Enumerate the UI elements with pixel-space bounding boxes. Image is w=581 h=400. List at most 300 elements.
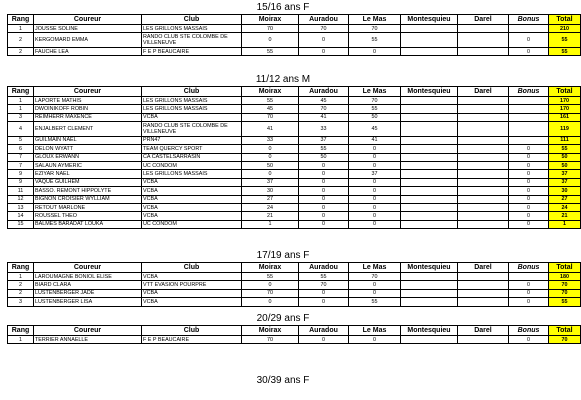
header-coureur: Coureur [34, 263, 142, 273]
table-row [8, 220, 581, 228]
cell-coureur: BIARD CLARA [34, 281, 142, 289]
results-table [7, 325, 581, 344]
header-darel: Darel [458, 326, 509, 336]
table-row [8, 187, 581, 195]
cell-club: VCBA [142, 212, 242, 220]
cell-coureur: LUSTENBERGER LISA [34, 298, 142, 306]
header-darel: Darel [458, 15, 509, 25]
header-total: Total [549, 263, 581, 273]
cell-auradou: 0 [299, 212, 349, 220]
cell-darel [458, 281, 509, 289]
cell-lemas: 70 [349, 273, 401, 281]
header-lemas: Le Mas [349, 326, 401, 336]
cell-auradou: 70 [299, 105, 349, 113]
cell-darel [458, 298, 509, 306]
cell-coureur: ROUSSEL THEO [34, 212, 142, 220]
cell-coureur: TERRIER ANNAELLE [34, 336, 142, 344]
cell-auradou: 0 [299, 336, 349, 344]
table-row [8, 33, 581, 48]
header-bonus: Bonus [509, 326, 549, 336]
cell-lemas: 0 [349, 161, 401, 169]
cell-montesquieu [401, 203, 458, 211]
cell-moirax: 1 [242, 220, 299, 228]
cell-rang: 12 [8, 195, 34, 203]
table-header-row [8, 15, 581, 25]
cell-darel [458, 105, 509, 113]
cell-coureur: LUSTENBERGER JADE [34, 289, 142, 297]
cell-moirax: 0 [242, 33, 299, 48]
cell-auradou: 0 [299, 33, 349, 48]
results-table [7, 262, 581, 307]
cell-auradou: 0 [299, 298, 349, 306]
cell-moirax: 45 [242, 105, 299, 113]
cell-moirax: 55 [242, 97, 299, 105]
cell-bonus [509, 136, 549, 144]
header-rang: Rang [8, 263, 34, 273]
cell-moirax: 70 [242, 25, 299, 33]
cell-total: 55 [549, 47, 581, 55]
cell-bonus: 0 [509, 170, 549, 178]
cell-club: UC CONDOM [142, 220, 242, 228]
cell-lemas: 0 [349, 289, 401, 297]
cell-total: 55 [549, 145, 581, 153]
table-row [8, 113, 581, 121]
cell-montesquieu [401, 281, 458, 289]
cell-club: VCBA [142, 298, 242, 306]
cell-rang: 3 [8, 113, 34, 121]
cell-lemas: 0 [349, 336, 401, 344]
cell-montesquieu [401, 113, 458, 121]
cell-montesquieu [401, 33, 458, 48]
cell-auradou: 0 [299, 178, 349, 186]
header-montesquieu: Montesquieu [401, 15, 458, 25]
cell-bonus: 0 [509, 145, 549, 153]
cell-moirax: 27 [242, 195, 299, 203]
cell-rang: 11 [8, 187, 34, 195]
cell-club: F E P BEAUCAIRE [142, 47, 242, 55]
cell-auradou: 33 [299, 122, 349, 137]
header-club: Club [142, 87, 242, 97]
cell-coureur: GLOUX ERWANN [34, 153, 142, 161]
cell-coureur: REIMHERR MAXENCE [34, 113, 142, 121]
cell-total: 37 [549, 178, 581, 186]
cell-total: 70 [549, 336, 581, 344]
cell-rang: 1 [8, 97, 34, 105]
cell-moirax: 50 [242, 161, 299, 169]
cell-coureur: DWOINIKOFF ROBIN [34, 105, 142, 113]
cell-auradou: 50 [299, 153, 349, 161]
cell-coureur: FAUCHE LEA [34, 47, 142, 55]
cell-montesquieu [401, 289, 458, 297]
cell-total: 161 [549, 113, 581, 121]
cell-lemas: 0 [349, 153, 401, 161]
cell-moirax: 70 [242, 336, 299, 344]
cell-moirax: 0 [242, 281, 299, 289]
table-row [8, 136, 581, 144]
cell-darel [458, 136, 509, 144]
cell-montesquieu [401, 47, 458, 55]
cell-montesquieu [401, 220, 458, 228]
cell-coureur: ENJALBERT CLEMENT [34, 122, 142, 137]
cell-darel [458, 25, 509, 33]
table-row [8, 336, 581, 344]
table-row [8, 170, 581, 178]
header-montesquieu: Montesquieu [401, 326, 458, 336]
results-table [7, 14, 581, 56]
cell-rang: 2 [8, 33, 34, 48]
cell-lemas: 55 [349, 33, 401, 48]
cell-coureur: DELON WYATT [34, 145, 142, 153]
cell-moirax: 37 [242, 178, 299, 186]
cell-moirax: 70 [242, 113, 299, 121]
cell-moirax: 55 [242, 47, 299, 55]
header-bonus: Bonus [509, 87, 549, 97]
cell-montesquieu [401, 170, 458, 178]
cell-rang: 14 [8, 212, 34, 220]
cell-coureur: JOUSSE SOLINE [34, 25, 142, 33]
cell-club: CA CASTELSARRASIN [142, 153, 242, 161]
table-row [8, 178, 581, 186]
cell-darel [458, 220, 509, 228]
table-row [8, 47, 581, 55]
cell-montesquieu [401, 136, 458, 144]
cell-bonus: 0 [509, 153, 549, 161]
cell-montesquieu [401, 195, 458, 203]
cell-darel [458, 161, 509, 169]
cell-club: LES GRILLONS MASSAIS [142, 97, 242, 105]
cell-bonus [509, 122, 549, 137]
cell-darel [458, 203, 509, 211]
cell-coureur: EZIYAR NAEL [34, 170, 142, 178]
cell-lemas: 0 [349, 47, 401, 55]
cell-darel [458, 195, 509, 203]
cell-auradou: 0 [299, 289, 349, 297]
cell-lemas: 50 [349, 113, 401, 121]
cell-auradou: 70 [299, 25, 349, 33]
cell-montesquieu [401, 298, 458, 306]
header-rang: Rang [8, 326, 34, 336]
cell-coureur: BALMES BARADAT LOUKA [34, 220, 142, 228]
cell-club: TEAM QUERCY SPORT [142, 145, 242, 153]
cell-rang: 2 [8, 289, 34, 297]
table-row [8, 153, 581, 161]
cell-darel [458, 187, 509, 195]
cell-bonus: 0 [509, 178, 549, 186]
header-montesquieu: Montesquieu [401, 263, 458, 273]
section-title: 11/12 ans M [255, 74, 311, 85]
cell-moirax: 33 [242, 136, 299, 144]
cell-lemas: 0 [349, 178, 401, 186]
cell-lemas: 0 [349, 281, 401, 289]
header-rang: Rang [8, 87, 34, 97]
cell-montesquieu [401, 273, 458, 281]
cell-moirax: 21 [242, 212, 299, 220]
cell-bonus: 0 [509, 212, 549, 220]
cell-montesquieu [401, 105, 458, 113]
table-row [8, 273, 581, 281]
cell-montesquieu [401, 161, 458, 169]
cell-club: VCBA [142, 273, 242, 281]
cell-darel [458, 273, 509, 281]
cell-total: 27 [549, 195, 581, 203]
table-row [8, 97, 581, 105]
cell-coureur: BASSO. REMONT HIPPOLYTE [34, 187, 142, 195]
cell-darel [458, 336, 509, 344]
cell-darel [458, 122, 509, 137]
table-row [8, 212, 581, 220]
cell-lemas: 70 [349, 25, 401, 33]
cell-club: LES GRILLONS MASSAIS [142, 170, 242, 178]
cell-rang: 13 [8, 203, 34, 211]
cell-moirax: 41 [242, 122, 299, 137]
cell-auradou: 0 [299, 187, 349, 195]
cell-lemas: 0 [349, 212, 401, 220]
cell-darel [458, 33, 509, 48]
header-lemas: Le Mas [349, 263, 401, 273]
cell-lemas: 0 [349, 203, 401, 211]
cell-total: 21 [549, 212, 581, 220]
cell-darel [458, 178, 509, 186]
cell-lemas: 0 [349, 145, 401, 153]
cell-auradou: 0 [299, 170, 349, 178]
cell-club: VCBA [142, 195, 242, 203]
cell-darel [458, 153, 509, 161]
cell-moirax: 55 [242, 273, 299, 281]
table-row [8, 289, 581, 297]
section-title: 17/19 ans F [256, 250, 310, 261]
cell-total: 30 [549, 187, 581, 195]
header-auradou: Auradou [299, 15, 349, 25]
cell-total: 24 [549, 203, 581, 211]
cell-coureur: BIGNON CROISIER WYLLIAM [34, 195, 142, 203]
table-row [8, 298, 581, 306]
header-darel: Darel [458, 87, 509, 97]
header-moirax: Moirax [242, 15, 299, 25]
cell-total: 37 [549, 170, 581, 178]
cell-auradou: 0 [299, 47, 349, 55]
cell-montesquieu [401, 212, 458, 220]
cell-darel [458, 170, 509, 178]
cell-auradou: 37 [299, 136, 349, 144]
header-club: Club [142, 326, 242, 336]
cell-club: VCBA [142, 113, 242, 121]
cell-rang: 9 [8, 170, 34, 178]
header-auradou: Auradou [299, 326, 349, 336]
table-header-row [8, 263, 581, 273]
cell-bonus: 0 [509, 187, 549, 195]
section-title: 30/39 ans F [256, 375, 310, 386]
table-header-row [8, 87, 581, 97]
header-club: Club [142, 263, 242, 273]
cell-montesquieu [401, 145, 458, 153]
cell-rang: 9 [8, 178, 34, 186]
cell-moirax: 0 [242, 298, 299, 306]
cell-rang: 5 [8, 136, 34, 144]
cell-darel [458, 47, 509, 55]
cell-rang: 1 [8, 273, 34, 281]
header-auradou: Auradou [299, 263, 349, 273]
cell-lemas: 41 [349, 136, 401, 144]
cell-club: VCBA [142, 289, 242, 297]
header-auradou: Auradou [299, 87, 349, 97]
header-bonus: Bonus [509, 263, 549, 273]
cell-auradou: 41 [299, 113, 349, 121]
cell-montesquieu [401, 25, 458, 33]
cell-montesquieu [401, 122, 458, 137]
header-moirax: Moirax [242, 326, 299, 336]
cell-moirax: 0 [242, 170, 299, 178]
cell-bonus: 0 [509, 289, 549, 297]
cell-lemas: 55 [349, 105, 401, 113]
section-title: 20/29 ans F [256, 313, 310, 324]
cell-auradou: 70 [299, 281, 349, 289]
cell-total: 170 [549, 97, 581, 105]
cell-bonus [509, 273, 549, 281]
header-moirax: Moirax [242, 87, 299, 97]
cell-rang: 1 [8, 105, 34, 113]
cell-auradou: 55 [299, 273, 349, 281]
header-total: Total [549, 326, 581, 336]
cell-bonus: 0 [509, 33, 549, 48]
cell-coureur: VAQUE GUILHEM [34, 178, 142, 186]
cell-lemas: 70 [349, 97, 401, 105]
table-row [8, 203, 581, 211]
cell-club: VCBA [142, 187, 242, 195]
table-row [8, 195, 581, 203]
cell-lemas: 0 [349, 187, 401, 195]
cell-rang: 2 [8, 281, 34, 289]
table-row [8, 122, 581, 137]
cell-moirax: 24 [242, 203, 299, 211]
cell-auradou: 0 [299, 203, 349, 211]
cell-bonus: 0 [509, 298, 549, 306]
cell-darel [458, 212, 509, 220]
cell-lemas: 37 [349, 170, 401, 178]
cell-rang: 6 [8, 145, 34, 153]
cell-auradou: 0 [299, 195, 349, 203]
header-moirax: Moirax [242, 263, 299, 273]
results-table [7, 86, 581, 229]
cell-rang: 2 [8, 47, 34, 55]
cell-auradou: 0 [299, 220, 349, 228]
cell-bonus [509, 25, 549, 33]
cell-bonus: 0 [509, 203, 549, 211]
cell-montesquieu [401, 187, 458, 195]
header-coureur: Coureur [34, 326, 142, 336]
cell-club: LES GRILLONS MASSAIS [142, 25, 242, 33]
cell-auradou: 0 [299, 161, 349, 169]
cell-club: F E P BEAUCAIRE [142, 336, 242, 344]
cell-darel [458, 145, 509, 153]
cell-darel [458, 113, 509, 121]
header-total: Total [549, 87, 581, 97]
table-row [8, 25, 581, 33]
cell-bonus: 0 [509, 47, 549, 55]
cell-bonus [509, 97, 549, 105]
cell-club: RANDO CLUB STE COLOMBE DE VILLENEUVE [142, 33, 242, 48]
cell-bonus: 0 [509, 281, 549, 289]
cell-rang: 4 [8, 122, 34, 137]
cell-lemas: 0 [349, 220, 401, 228]
cell-bonus: 0 [509, 220, 549, 228]
cell-club: VCBA [142, 203, 242, 211]
header-total: Total [549, 15, 581, 25]
cell-total: 170 [549, 105, 581, 113]
section-title: 15/16 ans F [256, 2, 310, 13]
cell-rang: 15 [8, 220, 34, 228]
cell-auradou: 55 [299, 145, 349, 153]
cell-total: 70 [549, 281, 581, 289]
cell-bonus [509, 105, 549, 113]
cell-darel [458, 97, 509, 105]
header-bonus: Bonus [509, 15, 549, 25]
cell-total: 119 [549, 122, 581, 137]
cell-coureur: KERGOMARD EMMA [34, 33, 142, 48]
cell-total: 50 [549, 153, 581, 161]
cell-montesquieu [401, 178, 458, 186]
cell-total: 55 [549, 298, 581, 306]
cell-auradou: 45 [299, 97, 349, 105]
cell-coureur: SALAUN AYMERIC [34, 161, 142, 169]
cell-total: 180 [549, 273, 581, 281]
header-rang: Rang [8, 15, 34, 25]
cell-coureur: RETOUT MARLONE [34, 203, 142, 211]
cell-total: 70 [549, 289, 581, 297]
table-row [8, 281, 581, 289]
header-club: Club [142, 15, 242, 25]
cell-bonus: 0 [509, 161, 549, 169]
cell-total: 210 [549, 25, 581, 33]
cell-rang: 1 [8, 25, 34, 33]
table-row [8, 145, 581, 153]
cell-lemas: 0 [349, 195, 401, 203]
cell-total: 50 [549, 161, 581, 169]
cell-rang: 7 [8, 153, 34, 161]
cell-rang: 1 [8, 336, 34, 344]
table-row [8, 161, 581, 169]
cell-lemas: 45 [349, 122, 401, 137]
cell-coureur: LAPORTE MATHIS [34, 97, 142, 105]
header-darel: Darel [458, 263, 509, 273]
cell-montesquieu [401, 336, 458, 344]
cell-bonus [509, 113, 549, 121]
cell-total: 1 [549, 220, 581, 228]
cell-montesquieu [401, 153, 458, 161]
cell-club: VCBA [142, 178, 242, 186]
cell-club: RANDO CLUB STE COLOMBE DE VILLENEUVE [142, 122, 242, 137]
cell-moirax: 70 [242, 289, 299, 297]
cell-club: PRN47 [142, 136, 242, 144]
cell-coureur: GUILMAIN NAEL [34, 136, 142, 144]
table-header-row [8, 326, 581, 336]
cell-moirax: 0 [242, 145, 299, 153]
header-coureur: Coureur [34, 15, 142, 25]
cell-montesquieu [401, 97, 458, 105]
cell-total: 55 [549, 33, 581, 48]
table-row [8, 105, 581, 113]
cell-coureur: LAROUMAGNE BONIOL ELISE [34, 273, 142, 281]
header-lemas: Le Mas [349, 15, 401, 25]
cell-bonus: 0 [509, 195, 549, 203]
header-lemas: Le Mas [349, 87, 401, 97]
cell-lemas: 55 [349, 298, 401, 306]
cell-darel [458, 289, 509, 297]
cell-club: VTT EVASION POURPRE [142, 281, 242, 289]
cell-club: LES GRILLONS MASSAIS [142, 105, 242, 113]
cell-moirax: 0 [242, 153, 299, 161]
cell-moirax: 30 [242, 187, 299, 195]
cell-rang: 7 [8, 161, 34, 169]
